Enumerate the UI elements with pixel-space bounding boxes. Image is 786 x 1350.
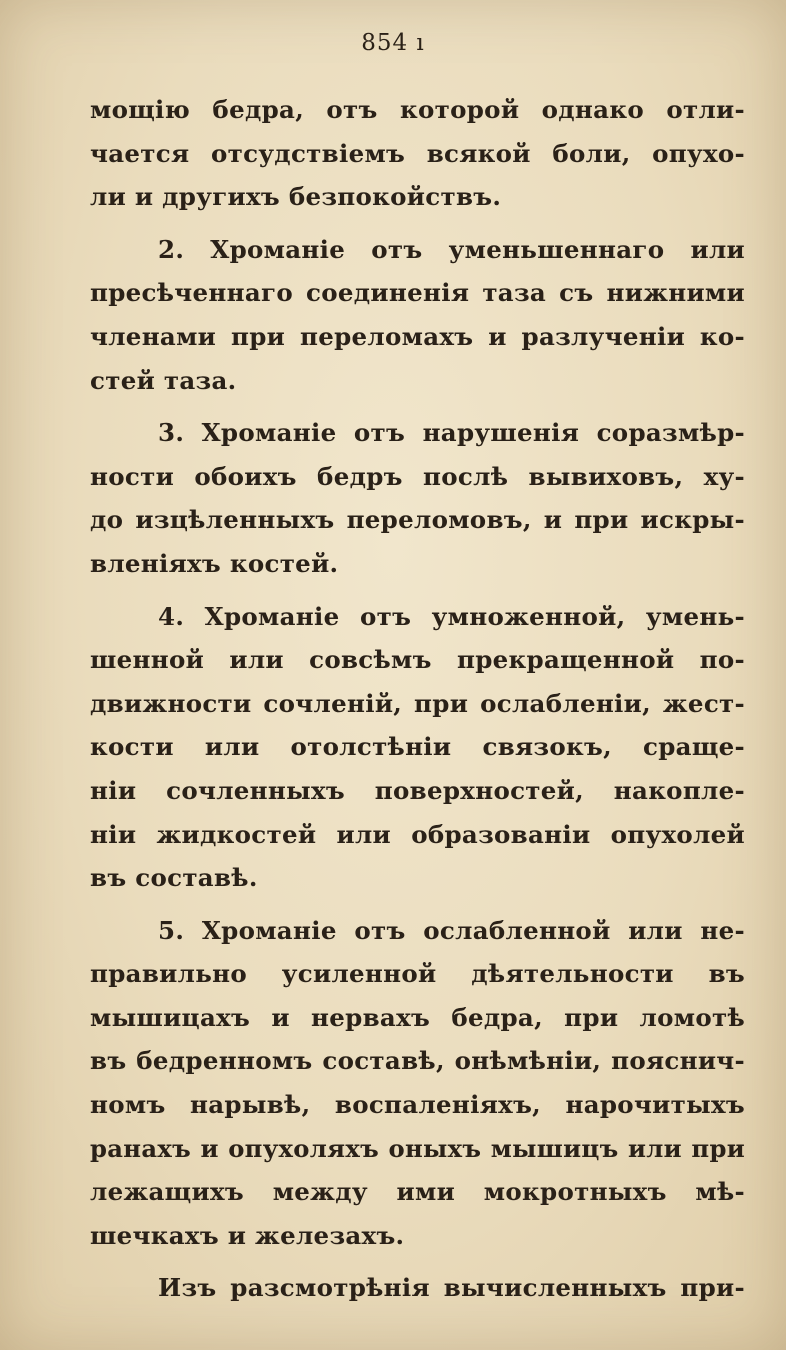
text-line: стей таза.	[90, 365, 237, 395]
paragraph-2	[90, 228, 745, 402]
text-line: до изцѣленныхъ переломовъ, и при искры-	[90, 505, 745, 535]
text-line: мышицахъ и нервахъ бедра, при ломотѣ	[90, 1002, 745, 1032]
text-line: въ составѣ.	[90, 863, 258, 893]
text-line: пресѣченнаго соединенія таза съ нижними	[90, 278, 745, 308]
paragraph-1	[90, 88, 745, 219]
text-line: ніи сочленныхъ поверхностей, накопле-	[90, 775, 745, 805]
body-text	[90, 88, 745, 1310]
text-line: ніи жидкостей или образованіи опухолей	[90, 819, 745, 849]
text-line: шечкахъ и железахъ.	[90, 1220, 405, 1250]
text-line: правильно усиленной дѣятельности въ	[90, 959, 745, 989]
text-line: вленіяхъ костей.	[90, 548, 339, 578]
text-line: чается отсудствіемъ всякой боли, опухо-	[90, 138, 745, 168]
text-line: шенной или совсѣмъ прекращенной по-	[90, 645, 745, 675]
text-line: 5. Хроманіе отъ ослабленной или не-	[158, 915, 745, 945]
paragraph-4	[90, 595, 745, 900]
paragraph-3	[90, 411, 745, 585]
text-line: 3. Хроманіе отъ нарушенія соразмѣр-	[158, 418, 745, 448]
text-line: 2. Хроманіе отъ уменьшеннаго или	[158, 234, 745, 264]
page-number: 854 ı	[361, 30, 425, 56]
text-line: въ бедренномъ составѣ, онѣмѣніи, пояснич-	[90, 1046, 745, 1076]
text-line: лежащихъ между ими мокротныхъ мѣ-	[90, 1177, 745, 1207]
paragraph-6	[90, 1266, 745, 1310]
text-line: ности обоихъ бедръ послѣ вывиховъ, ху-	[90, 461, 745, 491]
paragraph-5	[90, 909, 745, 1258]
text-line: мощію бедра, отъ которой однако отли-	[90, 95, 745, 124]
text-line: ли и другихъ безпокойствъ.	[90, 182, 502, 212]
text-line: ранахъ и опухоляхъ оныхъ мышицъ или при	[90, 1133, 745, 1163]
text-line: Изъ разсмотрѣнія вычисленныхъ при-	[158, 1273, 745, 1303]
text-line: движности сочленій, при ослабленіи, жест-	[90, 688, 745, 718]
text-line: номъ нарывѣ, воспаленіяхъ, нарочитыхъ	[90, 1090, 745, 1120]
text-line: членами при переломахъ и разлученіи ко-	[90, 321, 745, 351]
text-line: кости или отолстѣніи связокъ, сраще-	[90, 732, 745, 762]
text-line: 4. Хроманіе отъ умноженной, умень-	[158, 601, 745, 631]
